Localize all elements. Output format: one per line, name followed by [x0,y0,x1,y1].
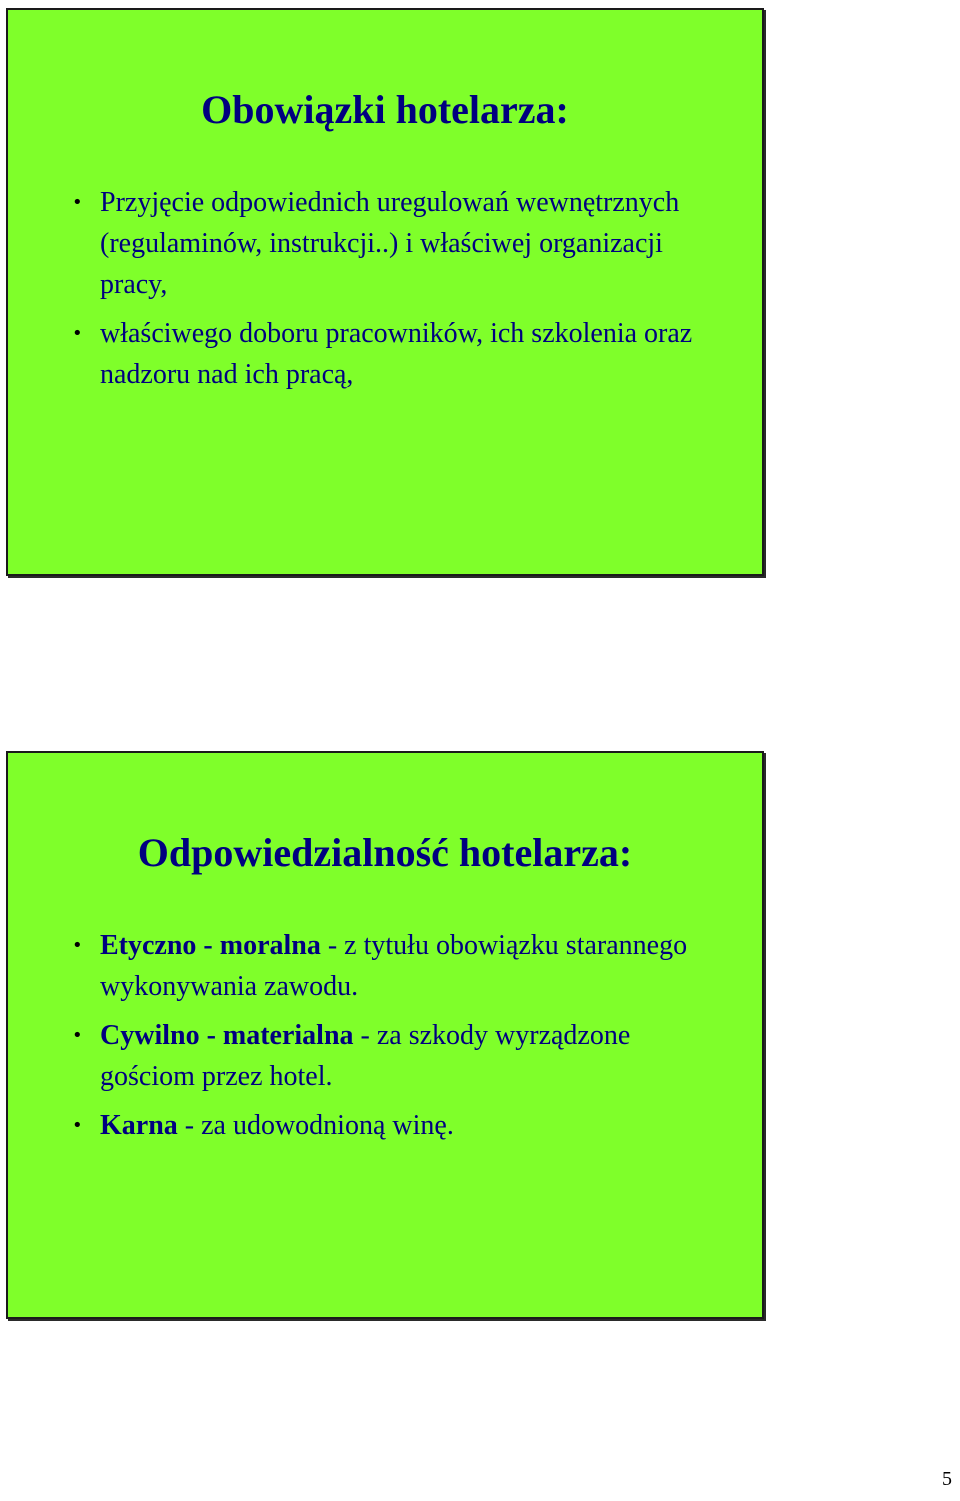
list-item [72,313,722,395]
bullet-icon: • [72,1025,83,1046]
bullet-term: Karna [100,1110,178,1141]
page-number: 5 [942,1468,952,1490]
slide-obowiazki [6,8,764,576]
bullet-text: - za udowodnioną winę. [177,1110,454,1141]
slide-title: Obowiązki hotelarza: [201,87,569,132]
bullet-text: właściwego doboru pracowników, ich szkolenia oraz nadzoru nad ich pracą, [100,318,693,390]
slide-title: Odpowiedzialność hotelarza: [137,830,633,875]
bullet-text: Przyjęcie odpowiednich uregulowań wewnętrznych (regulaminów, instrukcji..) i właściwej organizacji pracy, [100,187,680,300]
list-item [72,925,722,1007]
bullet-list [72,182,722,403]
list-item [72,1105,722,1146]
list-item [72,1015,722,1097]
bullet-icon: • [72,192,83,213]
bullet-icon: • [72,935,83,956]
bullet-icon: • [72,1115,83,1136]
slide-odpowiedzialnosc [6,751,764,1319]
bullet-text: - za szkody wyrządzone gościom przez hotel. [100,1020,631,1092]
list-item [72,182,722,305]
bullet-list [72,925,722,1154]
bullet-term: Etyczno - moralna [100,930,321,961]
bullet-text: - z tytułu obowiązku starannego wykonywania zawodu. [100,930,688,1002]
bullet-icon: • [72,323,83,344]
bullet-term: Cywilno - materialna [100,1020,354,1051]
